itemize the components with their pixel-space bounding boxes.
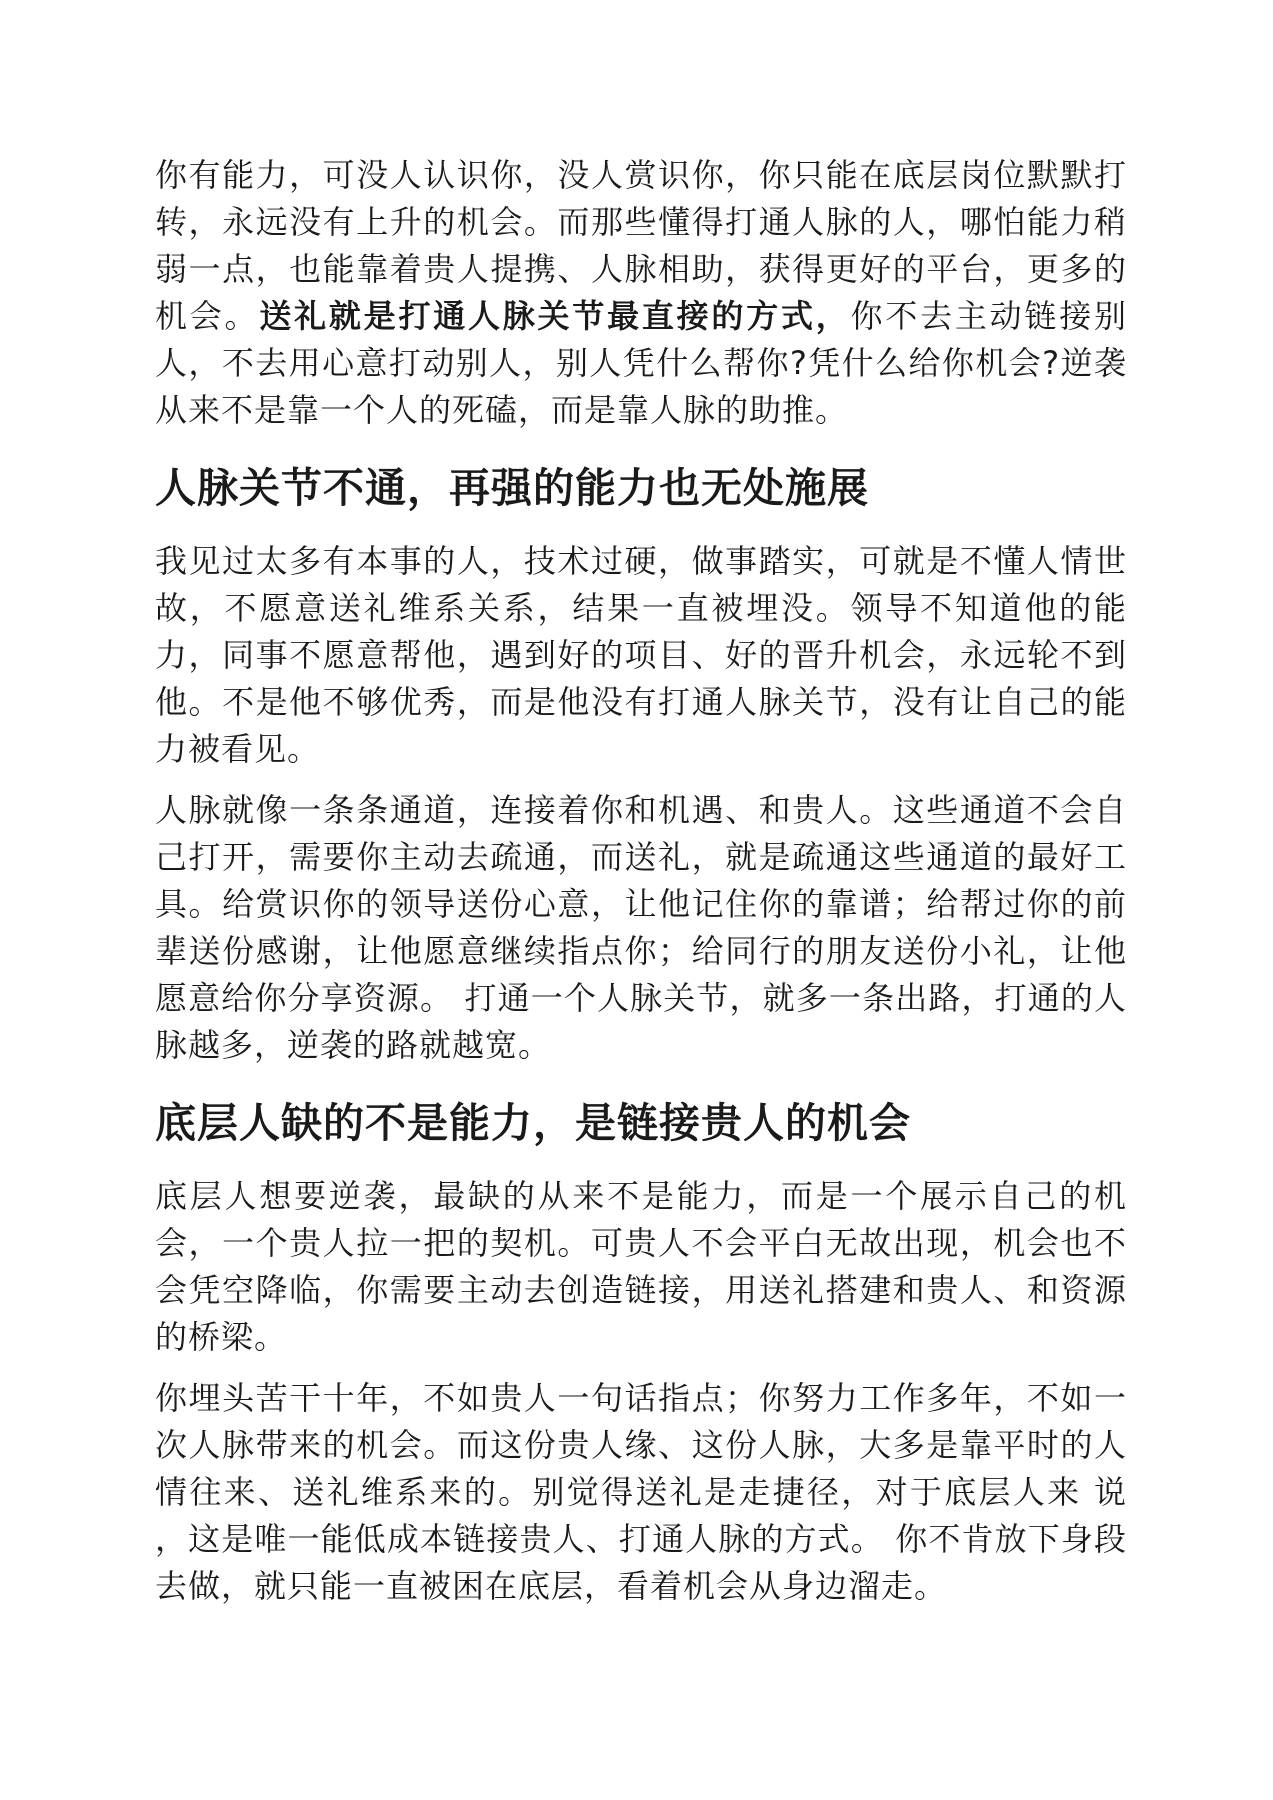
section2-heading: 底层人缺的不是能力，是链接贵人的机会 (155, 1099, 911, 1147)
intro-paragraph (155, 152, 1127, 434)
section1-paragraph-1: 我见过太多有本事的人，技术过硬，做事踏实，可就是不懂人情世故，不愿意送礼维系关系，结果一直被埋没。领导不知道他的能力，同事不愿意帮他，遇到好的项目、好的晋升机会，永远轮不到他。不是他不够优秀，而是他没有打通人脉关节，没有让自己的能力被看见。 (155, 542, 1127, 768)
intro-text-continued: 你不去主动链接别人，不去用心意打动别人，别人凭什么帮你?凭什么给你机会?逆袭从来不是靠一个人的死磕，而是靠人脉的助推。 (155, 297, 1127, 429)
section2-paragraph-2: 你埋头苦干十年，不如贵人一句话指点；你努力工作多年，不如一次人脉带来的机会。而这份贵人缘、这份人脉，大多是靠平时的人情往来、送礼维系来的。别觉得送礼是走捷径，对于底层人来 说 ，这是唯一能低成本链接贵人、打通人脉的方式。 你不肯放下身段去做，就只能一直被困在底层，看着机会从身边溜走。 (155, 1379, 1127, 1605)
section1-paragraph-2: 人脉就像一条条通道，连接着你和机遇、和贵人。这些通道不会自己打开，需要你主动去疏通，而送礼，就是疏通这些通道的最好工具。给赏识你的领导送份心意，让他记住你的靠谱；给帮过你的前辈送份感谢，让他愿意继续指点你；给同行的朋友送份小礼，让他愿意给你分享资源。 打通一个人脉关节，就多一条出路，打通的人脉越多，逆袭的路就越宽。 (155, 791, 1127, 1064)
section1-heading: 人脉关节不通，再强的能力也无处施展 (155, 464, 869, 512)
document-page (155, 152, 1127, 1624)
section2-paragraph-1: 底层人想要逆袭，最缺的从来不是能力，而是一个展示自己的机会，一个贵人拉一把的契机。可贵人不会平白无故出现，机会也不会凭空降临，你需要主动去创造链接，用送礼搭建和贵人、和资源的桥梁。 (155, 1177, 1127, 1356)
intro-bold-text: 送礼就是打通人脉关节最直接的方式， (259, 297, 851, 335)
intro-text: 你有能力，可没人认识你，没人赏识你，你只能在底层岗位默默打转，永远没有上升的机会。而那些懂得打通人脉的人，哪怕能力稍弱一点，也能靠着贵人提携、人脉相助，获得更好的平台，更多的机会。 (155, 156, 1127, 335)
